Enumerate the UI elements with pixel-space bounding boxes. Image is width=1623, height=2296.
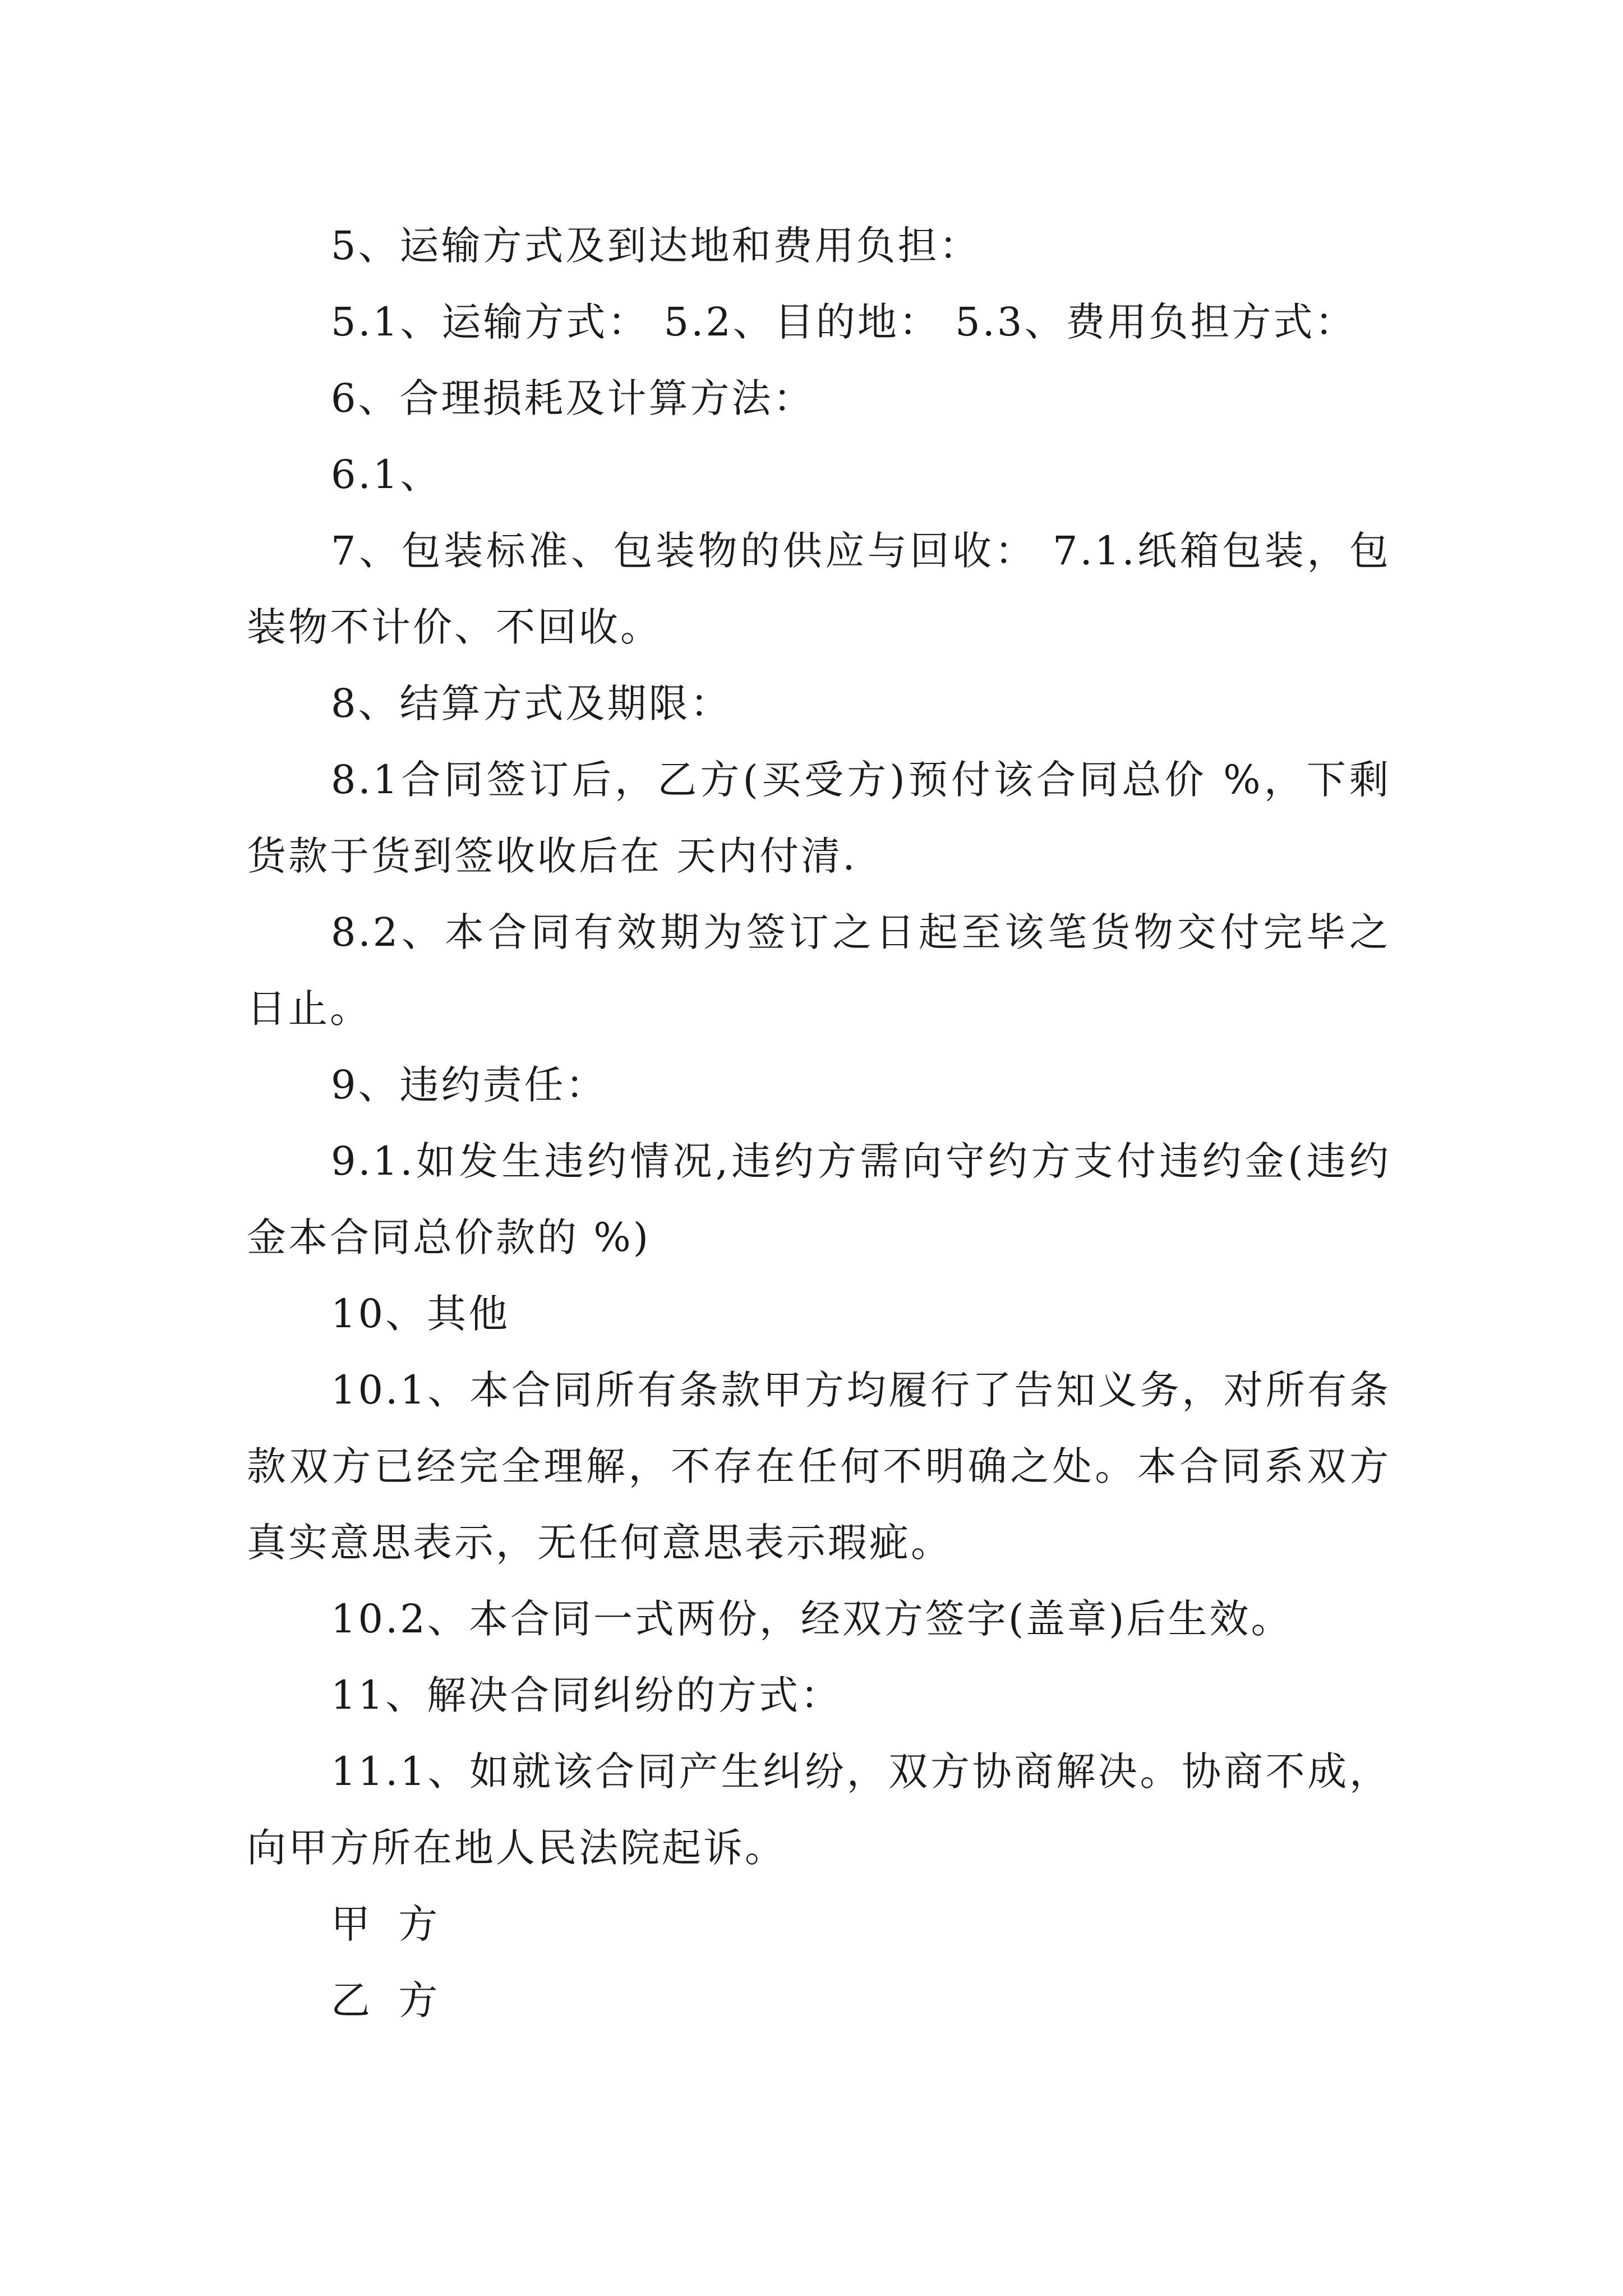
- section-9-1: 9.1.如发生违约情况,违约方需向守约方支付违约金(违约金本合同总价款的 %): [247, 1138, 1391, 1260]
- section-11-heading: 11、解决合同纠纷的方式：: [331, 1672, 842, 1718]
- section-9-heading: 9、违约责任：: [331, 1062, 607, 1108]
- section-5-heading: 5、运输方式及到达地和费用负担：: [331, 223, 981, 269]
- section-8-heading: 8、结算方式及期限：: [331, 680, 732, 726]
- party-b-label: 乙 方: [331, 1977, 446, 2023]
- section-10-heading: 10、其他: [331, 1291, 510, 1337]
- section-6-heading: 6、合理损耗及计算方法：: [331, 375, 815, 421]
- section-8-2: 8.2、本合同有效期为签订之日起至该笔货物交付完毕之日止。: [247, 909, 1391, 1032]
- section-10-1: 10.1、本合同所有条款甲方均履行了告知义务，对所有条款双方已经完全理解，不存在任何不明确之处。本合同系双方真实意思表示，无任何意思表示瑕疵。: [247, 1367, 1391, 1566]
- contract-body: [247, 208, 1391, 2039]
- party-a-label: 甲 方: [331, 1901, 446, 1947]
- section-6-1: 6.1、: [331, 452, 442, 498]
- section-11-1: 11.1、如就该合同产生纠纷，双方协商解决。协商不成，向甲方所在地人民法院起诉。: [247, 1749, 1391, 1871]
- section-10-2: 10.2、本合同一式两份，经双方签字(盖章)后生效。: [331, 1596, 1293, 1642]
- section-7: 7、包装标准、包装物的供应与回收： 7.1.纸箱包装，包装物不计价、不回收。: [247, 528, 1391, 650]
- section-5-items: 5.1、运输方式： 5.2、目的地： 5.3、费用负担方式：: [331, 299, 1357, 345]
- section-8-1: 8.1合同签订后，乙方(买受方)预付该合同总价 %，下剩货款于货到签收收后在 天内付清.: [247, 757, 1391, 879]
